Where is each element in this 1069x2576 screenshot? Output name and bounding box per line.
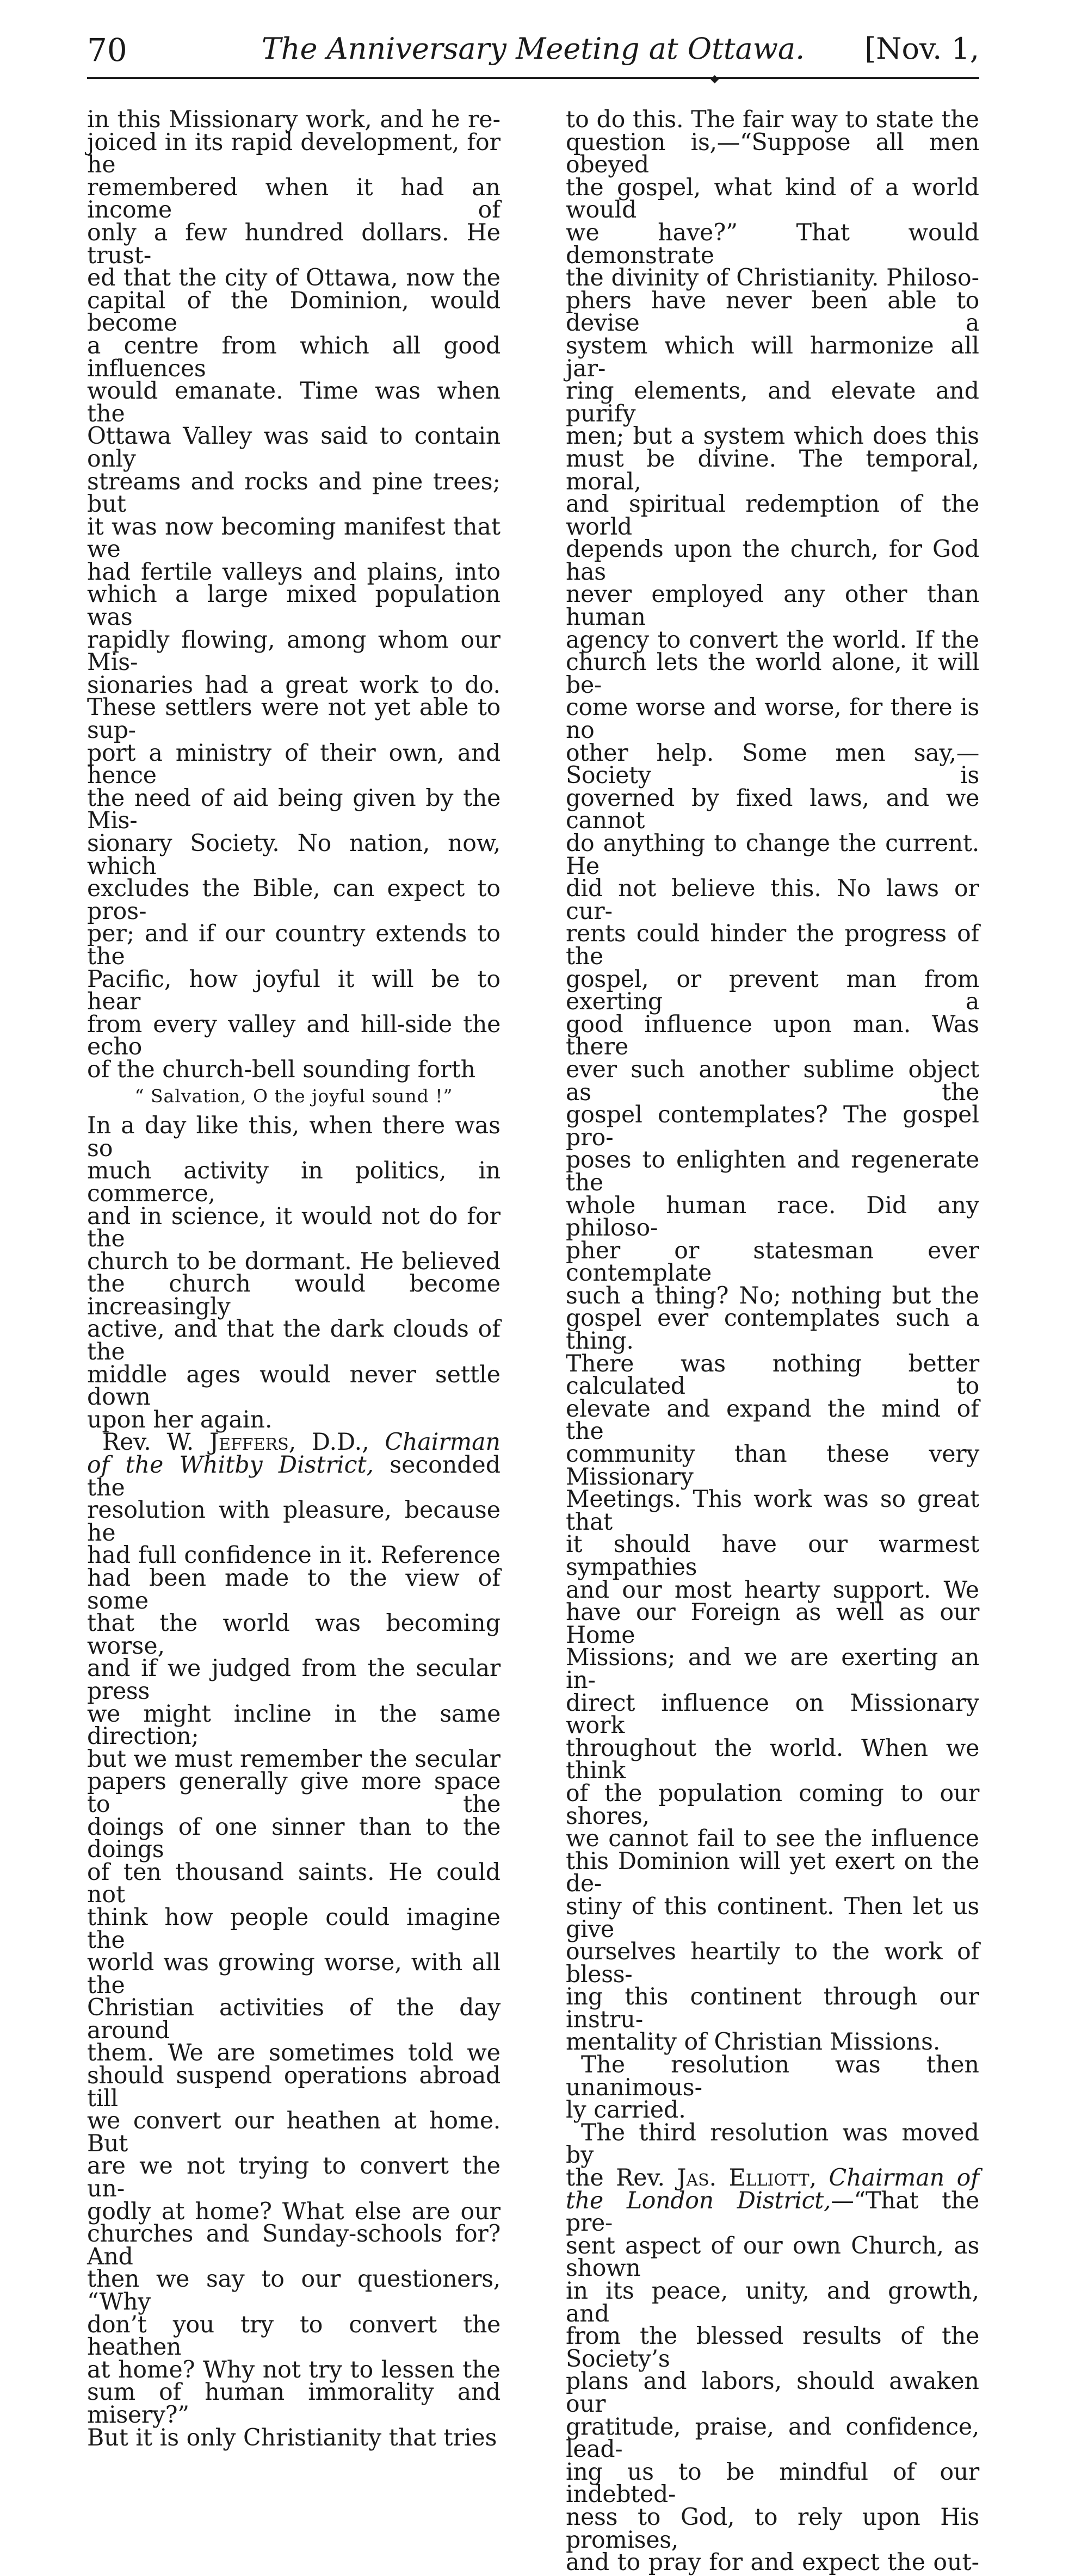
paragraph — [87, 1431, 500, 2449]
text-line: had been made to the view of some — [87, 1565, 500, 1615]
text-line: direct influence on Missionary work — [566, 1689, 979, 1740]
text-line: elevate and expand the mind of the — [566, 1395, 979, 1445]
text-fragment: —“That the pre- — [566, 2187, 979, 2237]
text-line: ourselves heartily to the work of bless- — [566, 1938, 979, 1988]
speaker-line — [87, 1451, 500, 1501]
running-title: The Anniversary Meeting at Ottawa. — [261, 32, 805, 66]
text-line: it was now becoming manifest that we — [87, 513, 500, 563]
text-line: mentality of Christian Missions. — [566, 2028, 941, 2056]
text-line: of the population coming to our shores, — [566, 1779, 979, 1830]
text-line: that the world was becoming worse, — [87, 1610, 500, 1660]
text-line: should suspend operations abroad till — [87, 2062, 500, 2112]
text-line: Pacific, how joyful it will be to hear — [87, 965, 500, 1016]
text-line: capital of the Dominion, would become — [87, 287, 500, 337]
text-line: port a ministry of their own, and hence — [87, 739, 500, 790]
text-line: such a thing? No; nothing but the — [566, 1282, 979, 1309]
speaker-role: Chairman of — [829, 2164, 979, 2192]
text-line: never employed any other than human — [566, 581, 979, 631]
text-line: we might incline in the same direction; — [87, 1700, 500, 1751]
text-line: the church would become increasingly — [87, 1270, 500, 1320]
text-line: Meetings. This work was so great that — [566, 1486, 979, 1536]
text-line: this Dominion will yet exert on the de- — [566, 1847, 979, 1898]
text-line: of the church-bell sounding forth — [87, 1056, 476, 1083]
text-line: the divinity of Christianity. Philoso- — [566, 264, 979, 292]
text-line: poses to enlighten and regenerate the — [566, 1146, 979, 1196]
speaker-line — [566, 2187, 979, 2237]
text-line: sionaries had a great work to do. — [87, 671, 500, 699]
text-line: godly at home? What else are our — [87, 2198, 500, 2225]
text-line: gospel contemplates? The gospel pro- — [566, 1101, 979, 1151]
text-line: gospel ever contemplates such a thing. — [566, 1305, 979, 1355]
speaker-name: Jas. Elliott — [677, 2164, 810, 2192]
issue-date: [Nov. 1, — [864, 32, 979, 66]
text-line: sent aspect of our own Church, as shown — [566, 2232, 979, 2282]
text-line: and if we judged from the secular press — [87, 1655, 500, 1705]
text-line: throughout the world. When we think — [566, 1734, 979, 1785]
text-line: Christian activities of the day around — [87, 1994, 500, 2044]
left-column — [87, 106, 500, 2451]
text-line: middle ages would never settle down — [87, 1361, 500, 1411]
text-line: to do this. The fair way to state the — [566, 106, 979, 133]
paragraph — [566, 106, 979, 2056]
text-line: are we not trying to convert the un- — [87, 2152, 500, 2203]
text-line: and spiritual redemption of the world — [566, 491, 979, 541]
text-line: in its peace, unity, and growth, and — [566, 2277, 979, 2327]
speaker-title: the Rev. — [566, 2164, 665, 2192]
text-line: and in science, it would not do for the — [87, 1202, 500, 1253]
text-line: streams and rocks and pine trees; but — [87, 468, 500, 518]
right-column — [566, 106, 979, 2576]
text-line: ly carried. — [566, 2096, 686, 2124]
speaker-role: Chairman — [385, 1429, 500, 1456]
text-line: ing us to be mindful of our indebted- — [566, 2458, 979, 2509]
text-line: in this Missionary work, and he re- — [87, 106, 500, 133]
text-line: church to be dormant. He believed — [87, 1247, 500, 1275]
text-line: ness to God, to rely upon His promises, — [566, 2503, 979, 2554]
text-line: we have?” That would demonstrate — [566, 219, 979, 269]
text-line: sionary Society. No nation, now, which — [87, 830, 500, 880]
text-line: active, and that the dark clouds of the — [87, 1315, 500, 1366]
text-line: governed by fixed laws, and we cannot — [566, 784, 979, 835]
text-line: gratitude, praise, and confidence, lead- — [566, 2413, 979, 2463]
text-line: The third resolution was moved by — [566, 2119, 979, 2169]
text-line: of ten thousand saints. He could not — [87, 1858, 500, 1909]
text-line: joiced in its rapid development, for he — [87, 128, 500, 179]
speaker-degree: , D.D., — [288, 1429, 369, 1456]
rule-ornament-icon: ◆ — [710, 72, 719, 85]
text-line: pher or statesman ever contemplate — [566, 1237, 979, 1287]
text-line: did not believe this. No laws or cur- — [566, 875, 979, 925]
text-line: then we say to our questioners, “Why — [87, 2265, 500, 2316]
text-line: have our Foreign as well as our Home — [566, 1599, 979, 1649]
text-line: sum of human immorality and misery?” — [87, 2379, 500, 2429]
text-line: Ottawa Valley was said to contain only — [87, 423, 500, 473]
paragraph — [566, 2051, 979, 2124]
text-line: In a day like this, when there was so — [87, 1112, 500, 1162]
text-line: ring elements, and elevate and purify — [566, 377, 979, 427]
text-line: which a large mixed population was — [87, 581, 500, 631]
text-line: and to pray for and expect the out- — [566, 2549, 979, 2576]
speaker-title: Rev. W. — [102, 1429, 194, 1456]
paragraph — [566, 2119, 979, 2576]
text-line: but we must remember the secular — [87, 1745, 500, 1773]
page-number: 70 — [87, 32, 127, 69]
text-line: from every valley and hill-side the echo — [87, 1010, 500, 1061]
speaker-role: of the Whitby District, — [87, 1451, 374, 1479]
text-line: depends upon the church, for God has — [566, 536, 979, 586]
header-rule — [87, 77, 979, 79]
text-line: ever such another sublime object as the — [566, 1056, 979, 1106]
text-line: much activity in politics, in commerce, — [87, 1157, 500, 1207]
text-line: resolution with pleasure, because he — [87, 1497, 500, 1547]
text-line: we convert our heathen at home. But — [87, 2107, 500, 2157]
text-line: whole human race. Did any philoso- — [566, 1191, 979, 1242]
text-line: phers have never been able to devise a — [566, 287, 979, 337]
speaker-line — [566, 2164, 979, 2192]
text-line: stiny of this continent. Then let us give — [566, 1892, 979, 1943]
text-line: question is,—“Suppose all men obeyed — [566, 128, 979, 179]
text-line: The resolution was then unanimous- — [566, 2051, 979, 2101]
text-line: plans and labors, should awaken our — [566, 2368, 979, 2418]
text-line: we cannot fail to see the influence — [566, 1825, 979, 1853]
text-line: at home? Why not try to lessen the — [87, 2356, 500, 2383]
text-line: a centre from which all good influences — [87, 332, 500, 382]
text-line: do anything to change the current. He — [566, 830, 979, 880]
text-fragment: seconded the — [87, 1451, 500, 1501]
text-line: church lets the world alone, it will be- — [566, 649, 979, 699]
text-line: rents could hinder the progress of the — [566, 920, 979, 970]
text-line: had fertile valleys and plains, into — [87, 558, 500, 586]
text-line: rapidly flowing, among whom our Mis- — [87, 626, 500, 676]
text-line: the gospel, what kind of a world would — [566, 173, 979, 224]
text-line: from the blessed results of the Society’s — [566, 2323, 979, 2373]
text-line: think how people could imagine the — [87, 1903, 500, 1954]
text-line: and our most hearty support. We — [566, 1576, 979, 1604]
speaker-role: the London District, — [566, 2187, 831, 2214]
text-line: don’t you try to convert the heathen — [87, 2311, 500, 2361]
text-line: it should have our warmest sympathies — [566, 1531, 979, 1581]
text-line: But it is only Christianity that tries — [87, 2424, 497, 2451]
text-line: only a few hundred dollars. He trust- — [87, 219, 500, 269]
text-line: Missions; and we are exerting an in- — [566, 1644, 979, 1694]
paragraph — [87, 1112, 500, 1433]
text-line: would emanate. Time was when the — [87, 377, 500, 427]
text-line: doings of one sinner than to the doings — [87, 1813, 500, 1864]
text-line: good influence upon man. Was there — [566, 1010, 979, 1061]
speaker-line — [87, 1431, 500, 1454]
text-line: the need of aid being given by the Mis- — [87, 784, 500, 835]
text-line: There was nothing better calculated to — [566, 1350, 979, 1400]
text-line: them. We are sometimes told we — [87, 2039, 500, 2067]
text-line: come worse and worse, for there is no — [566, 694, 979, 744]
text-line: papers generally give more space to the — [87, 1768, 500, 1818]
text-line: men; but a system which does this — [566, 423, 979, 450]
text-line: system which will harmonize all jar- — [566, 332, 979, 382]
text-line: excludes the Bible, can expect to pros- — [87, 875, 500, 925]
speaker-name: Jeffers — [209, 1429, 289, 1456]
text-line: agency to convert the world. If the — [566, 626, 979, 654]
paragraph — [87, 106, 500, 1083]
text-line: upon her again. — [87, 1406, 273, 1433]
text-fragment: , — [809, 2164, 817, 2192]
text-line: These settlers were not yet able to sup- — [87, 694, 500, 744]
text-line: had full confidence in it. Reference — [87, 1542, 500, 1569]
text-line: per; and if our country extends to the — [87, 920, 500, 970]
page-header — [87, 27, 979, 73]
text-line: ing this continent through our instru- — [566, 1983, 979, 2033]
text-line: world was growing worse, with all the — [87, 1949, 500, 1999]
text-line: other help. Some men say,—Society is — [566, 739, 979, 790]
text-line: churches and Sunday-schools for? And — [87, 2220, 500, 2270]
text-line: ed that the city of Ottawa, now the — [87, 264, 500, 292]
text-line: remembered when it had an income of — [87, 173, 500, 224]
text-line: community than these very Missionary — [566, 1441, 979, 1491]
text-line: gospel, or prevent man from exerting a — [566, 965, 979, 1016]
text-line: must be divine. The temporal, moral, — [566, 445, 979, 495]
hymn-quote: “ Salvation, O the joyful sound !” — [134, 1085, 453, 1107]
